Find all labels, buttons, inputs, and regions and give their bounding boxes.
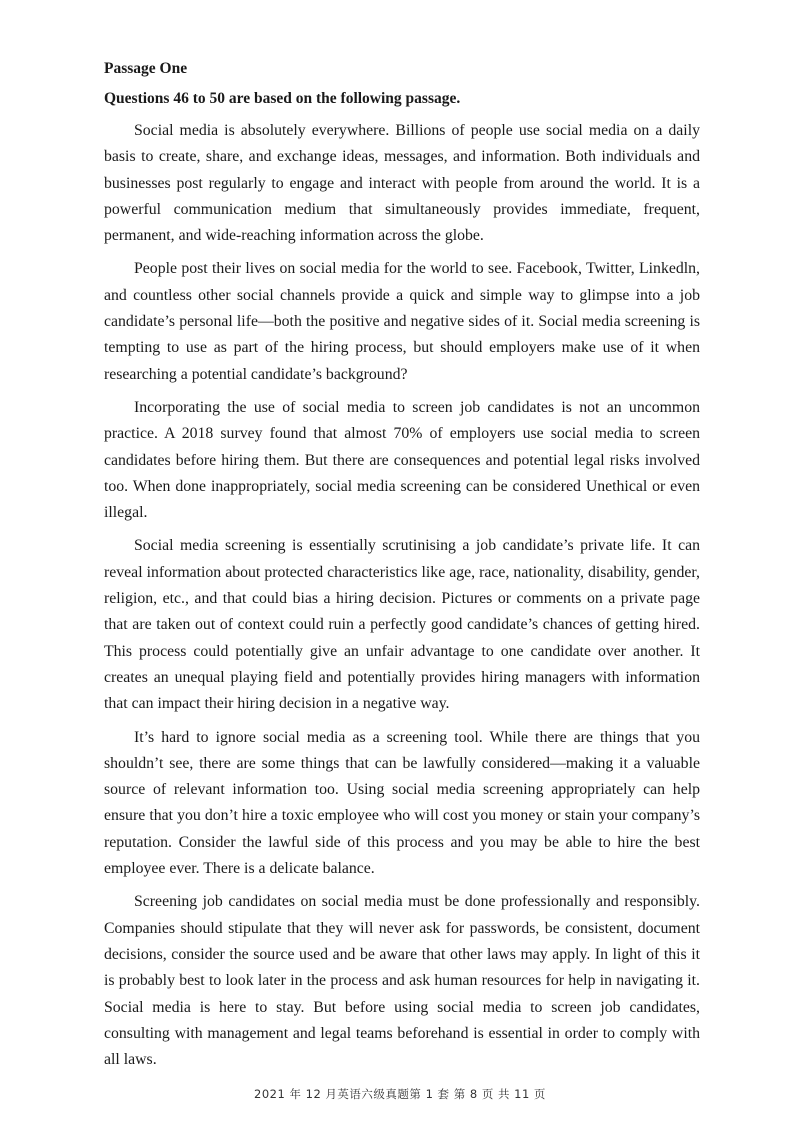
paragraph-3: Incorporating the use of social media to screen job candidates is not an uncommon practice. A 2018 survey found that almost 70% of employers use social media to screen candidates before hiring them. But there are consequences and potential legal risks involved too. When done inappropriately, social media screening can be considered Unethical or even illegal. <box>104 398 700 522</box>
passage-title: Passage One <box>104 60 188 77</box>
paragraph-1: Social media is absolutely everywhere. Billions of people use social media on a daily basis to create, share, and exchange ideas, messages, and information. Both individuals and businesses post regularly to engage and interact with people from around the world. It is a powerful communication medium that simultaneously provides immediate, frequent, permanent, and wide-reaching information across the globe. <box>104 122 700 245</box>
passage-body <box>104 118 700 1073</box>
document-page <box>104 58 700 1080</box>
paragraph-6: Screening job candidates on social media must be done professionally and responsibly. Companies should stipulate that they will never ask for passwords, be consistent, document decisions, consider the source used and be aware that other laws may apply. In light of this it is probably best to look later in the process and ask human resources for help in navigating it. Social media is here to stay. But before using social media to screen job candidates, consulting with management and legal teams beforehand is essential in order to comply with all laws. <box>104 893 700 1069</box>
paragraph-4: Social media screening is essentially scrutinising a job candidate’s private life. It can reveal information about protected characteristics like age, race, nationality, disability, gender, religion, etc., and that could bias a hiring decision. Pictures or comments on a private page that are taken out of context could ruin a perfectly good candidate’s chances of getting hired. This process could potentially give an unfair advantage to one candidate over another. It creates an unequal playing field and potentially provides hiring managers with information that can impact their hiring decision in a negative way. <box>104 537 700 713</box>
question-instructions: Questions 46 to 50 are based on the following passage. <box>104 90 461 107</box>
page-footer: 2021 年 12 月英语六级真题第 1 套 第 8 页 共 11 页 <box>254 1087 546 1101</box>
paragraph-5: It’s hard to ignore social media as a screening tool. While there are things that you shouldn’t see, there are some things that can be lawfully considered—making it a valuable source of relevant information too. Using social media screening appropriately can help ensure that you don’t hire a toxic employee who will cost you money or stain your company’s reputation. Consider the lawful side of this process and you may be able to hire the best employee ever. There is a delicate balance. <box>104 728 700 878</box>
paragraph-2: People post their lives on social media for the world to see. Facebook, Twitter, Linkedln, and countless other social channels provide a quick and simple way to glimpse into a job candidate’s personal life—both the positive and negative sides of it. Social media screening is tempting to use as part of the hiring process, but should employers make use of it when researching a potential candidate’s background? <box>104 260 700 383</box>
